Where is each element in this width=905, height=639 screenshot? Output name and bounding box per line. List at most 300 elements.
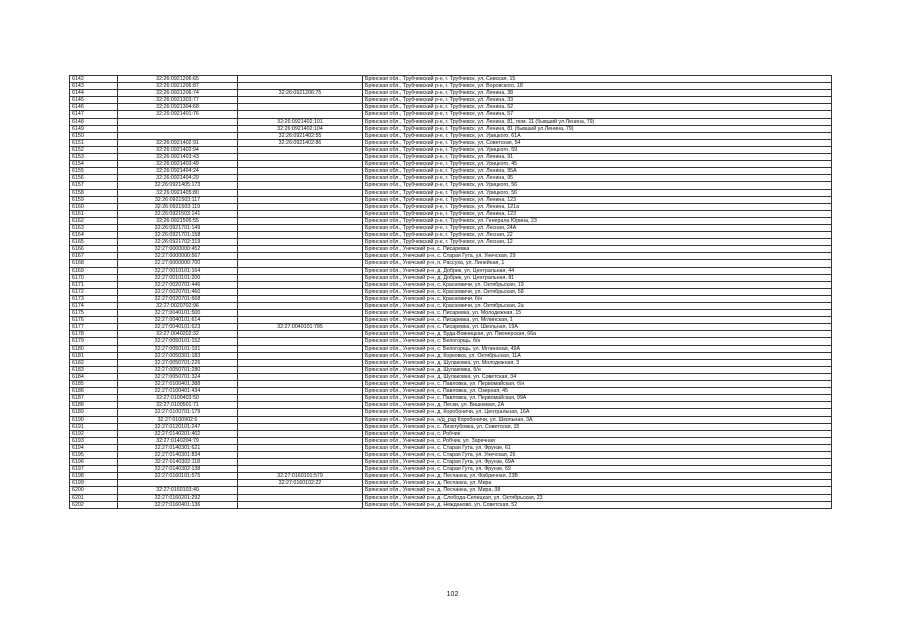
- cadastral-number-cell: 32:27:0160201:292: [118, 494, 238, 501]
- table-row: [70, 317, 832, 324]
- cadastral-number-cell: 32:27:0140204:79: [118, 437, 238, 444]
- cadastral-number-cell: [118, 480, 238, 487]
- related-cadastral-number-cell: [238, 409, 363, 416]
- cadastral-number-cell: 32:26:0921404:29: [118, 175, 238, 182]
- table-row: [70, 473, 832, 480]
- cadastral-number-cell: 32:26:0921405:80: [118, 189, 238, 196]
- address-cell: Брянская обл., Унечский р-н, с. Красновичи, ул. Октябрьская, 58: [363, 288, 832, 295]
- table-row: [70, 430, 832, 437]
- address-cell: Брянская обл., Трубчевский р-н, г. Трубчевск, ул. Урицкого, 56: [363, 182, 832, 189]
- address-cell: Брянская обл., Унечский р-н, с. Красновичи, ул. Октябрьская, 19: [363, 281, 832, 288]
- row-number-cell: 6149: [70, 125, 118, 132]
- table-row: [70, 366, 832, 373]
- related-cadastral-number-cell: 32:26:0921402:101: [238, 118, 363, 125]
- related-cadastral-number-cell: [238, 338, 363, 345]
- row-number-cell: 6165: [70, 239, 118, 246]
- table-row: [70, 239, 832, 246]
- row-number-cell: 6183: [70, 366, 118, 373]
- related-cadastral-number-cell: [238, 310, 363, 317]
- table-row: [70, 83, 832, 90]
- related-cadastral-number-cell: [238, 303, 363, 310]
- address-cell: Брянская обл., Унечский р-н, с. Робчик, ул. Заречная: [363, 437, 832, 444]
- related-cadastral-number-cell: [238, 430, 363, 437]
- row-number-cell: 6146: [70, 104, 118, 111]
- related-cadastral-number-cell: [238, 295, 363, 302]
- cadastral-number-cell: 32:27:0100403:50: [118, 395, 238, 402]
- row-number-cell: 6202: [70, 501, 118, 508]
- address-cell: Брянская обл., Унечский р-н, с. Писаревка, ул. Школьная, 19А: [363, 324, 832, 331]
- address-cell: Брянская обл., Унечский р-н, д. Пески, ул. Вишневая, 2А: [363, 402, 832, 409]
- row-number-cell: 6195: [70, 451, 118, 458]
- cadastral-number-cell: 32:27:0050301:183: [118, 352, 238, 359]
- cadastral-number-cell: 32:27:0000000:700: [118, 260, 238, 267]
- cadastral-number-cell: 32:26:0921403:49: [118, 161, 238, 168]
- row-number-cell: 6180: [70, 345, 118, 352]
- table-row: [70, 373, 832, 380]
- table-row: [70, 395, 832, 402]
- table-row: [70, 494, 832, 501]
- cadastral-number-cell: 32:27:0100902:6: [118, 416, 238, 423]
- cadastral-number-cell: 32:27:0050101:152: [118, 338, 238, 345]
- row-number-cell: 6168: [70, 260, 118, 267]
- related-cadastral-number-cell: 32:27:0160102:22: [238, 480, 363, 487]
- table-row: [70, 345, 832, 352]
- table-row: [70, 480, 832, 487]
- related-cadastral-number-cell: [238, 161, 363, 168]
- table-row: [70, 459, 832, 466]
- address-cell: Брянская обл., Трубчевский р-н, г. Трубчевск, ул. Ленина, 52: [363, 104, 832, 111]
- table-row: [70, 232, 832, 239]
- address-cell: Брянская обл., Трубчевский р-н, г. Трубчевск, ул. Ленина, 91: [363, 154, 832, 161]
- row-number-cell: 6200: [70, 487, 118, 494]
- table-row: [70, 111, 832, 118]
- row-number-cell: 6189: [70, 409, 118, 416]
- row-number-cell: 6175: [70, 310, 118, 317]
- related-cadastral-number-cell: [238, 274, 363, 281]
- row-number-cell: 6177: [70, 324, 118, 331]
- related-cadastral-number-cell: [238, 260, 363, 267]
- row-number-cell: 6193: [70, 437, 118, 444]
- cadastral-number-cell: [118, 118, 238, 125]
- row-number-cell: 6156: [70, 175, 118, 182]
- table-row: [70, 154, 832, 161]
- address-cell: Брянская обл., Трубчевский р-н, г. Трубчевск, ул. Ленина, 81, пом. 11 (бывший ул.Ленина, 79): [363, 118, 832, 125]
- row-number-cell: 6198: [70, 473, 118, 480]
- address-cell: Брянская обл., Трубчевский р-н, г. Трубчевск, ул. Воровского, 18: [363, 83, 832, 90]
- cadastral-number-cell: 32:26:0921503:119: [118, 203, 238, 210]
- table-row: [70, 444, 832, 451]
- cadastral-number-cell: 32:27:0050701:324: [118, 373, 238, 380]
- address-cell: Брянская обл., Унечский р-н, с. Писаревка, ул. Молодежная, 15: [363, 310, 832, 317]
- related-cadastral-number-cell: [238, 373, 363, 380]
- row-number-cell: 6144: [70, 90, 118, 97]
- related-cadastral-number-cell: [238, 459, 363, 466]
- related-cadastral-number-cell: [238, 104, 363, 111]
- related-cadastral-number-cell: [238, 317, 363, 324]
- row-number-cell: 6155: [70, 168, 118, 175]
- cadastral-number-cell: 32:27:0040101:623: [118, 324, 238, 331]
- table-row: [70, 118, 832, 125]
- cadastral-number-cell: 32:26:0921405:173: [118, 182, 238, 189]
- table-row: [70, 246, 832, 253]
- related-cadastral-number-cell: [238, 246, 363, 253]
- cadastral-number-cell: 32:26:0921206:65: [118, 76, 238, 83]
- address-cell: Брянская обл., Трубчевский р-н, г. Трубчевск, ул. Урицкого, 56: [363, 189, 832, 196]
- related-cadastral-number-cell: [238, 487, 363, 494]
- address-cell: Брянская обл., Унечский р-н, д. Корковка, ул. Октябрьская, 11А: [363, 352, 832, 359]
- address-cell: Брянская обл., Унечский р-н, с. Лизогубовка, ул. Советская, 15: [363, 423, 832, 430]
- table-row: [70, 352, 832, 359]
- address-cell: Брянская обл., Унечский р-н, н/д_рзд Коробоничи, ул. Школьная, 3А: [363, 416, 832, 423]
- address-cell: Брянская обл., Унечский р-н, с. Красновичи, б/н: [363, 295, 832, 302]
- address-cell: Брянская обл., Унечский р-н, с. Робчик: [363, 430, 832, 437]
- cadastral-number-cell: [118, 132, 238, 139]
- address-cell: Брянская обл., Унечский р-н, д. Шулаковка, ул. Молодежная, 3: [363, 359, 832, 366]
- related-cadastral-number-cell: [238, 76, 363, 83]
- row-number-cell: 6158: [70, 189, 118, 196]
- address-cell: Брянская обл., Унечский р-н, д. Буда-Вовницкая, ул. Пионерская, 66а: [363, 331, 832, 338]
- address-cell: Брянская обл., Унечский р-н, с. Писаревка: [363, 246, 832, 253]
- row-number-cell: 6196: [70, 459, 118, 466]
- related-cadastral-number-cell: [238, 196, 363, 203]
- address-cell: Брянская обл., Трубчевский р-н, г. Трубчевск, ул. Ленина, 123: [363, 196, 832, 203]
- cadastral-number-cell: 32:26:0921701:149: [118, 224, 238, 231]
- row-number-cell: 6185: [70, 381, 118, 388]
- cadastral-number-cell: 32:26:0921503:117: [118, 196, 238, 203]
- row-number-cell: 6173: [70, 295, 118, 302]
- table-row: [70, 288, 832, 295]
- address-cell: Брянская обл., Трубчевский р-н, г. Трубчевск, ул. Ленина, 81 (бывший ул.Ленина, 79): [363, 125, 832, 132]
- table-row: [70, 90, 832, 97]
- row-number-cell: 6142: [70, 76, 118, 83]
- cadastral-number-cell: 32:27:0010101:200: [118, 274, 238, 281]
- table-row: [70, 381, 832, 388]
- address-cell: Брянская обл., Унечский р-н, с. Старая Гута, ул. Унечская, 26: [363, 451, 832, 458]
- related-cadastral-number-cell: [238, 111, 363, 118]
- related-cadastral-number-cell: 32:27:0160101:579: [238, 473, 363, 480]
- address-cell: Брянская обл., Трубчевский р-н, г. Трубчевск, ул. Лесная, 12: [363, 239, 832, 246]
- related-cadastral-number-cell: [238, 345, 363, 352]
- cadastral-number-cell: 32:27:0020701:668: [118, 295, 238, 302]
- address-cell: Брянская обл., Унечский р-н, д. Добрик, ул. Центральная, 44: [363, 267, 832, 274]
- row-number-cell: 6159: [70, 196, 118, 203]
- table-row: [70, 260, 832, 267]
- cadastral-number-cell: 32:26:0921702:319: [118, 239, 238, 246]
- related-cadastral-number-cell: [238, 97, 363, 104]
- table-row: [70, 224, 832, 231]
- row-number-cell: 6201: [70, 494, 118, 501]
- table-row: [70, 146, 832, 153]
- related-cadastral-number-cell: [238, 395, 363, 402]
- cadastral-number-cell: 32:27:0020701:446: [118, 281, 238, 288]
- related-cadastral-number-cell: [238, 146, 363, 153]
- address-cell: Брянская обл., Унечский р-н, с. Красновичи, ул. Октябрьская, 2а: [363, 303, 832, 310]
- address-cell: Брянская обл., Унечский р-н, с. Павловка, ул. Первомайская, б/н: [363, 381, 832, 388]
- row-number-cell: 6143: [70, 83, 118, 90]
- row-number-cell: 6162: [70, 217, 118, 224]
- table-row: [70, 324, 832, 331]
- table-row: [70, 168, 832, 175]
- table-row: [70, 501, 832, 508]
- cadastral-number-cell: 32:27:0160401:136: [118, 501, 238, 508]
- table-row: [70, 210, 832, 217]
- table-row: [70, 196, 832, 203]
- related-cadastral-number-cell: [238, 466, 363, 473]
- row-number-cell: 6182: [70, 359, 118, 366]
- cadastral-number-cell: 32:26:0921303:77: [118, 97, 238, 104]
- related-cadastral-number-cell: [238, 175, 363, 182]
- related-cadastral-number-cell: [238, 388, 363, 395]
- table-row: [70, 331, 832, 338]
- table-row: [70, 203, 832, 210]
- row-number-cell: 6163: [70, 224, 118, 231]
- address-cell: Брянская обл., Унечский р-н, с. Писаревка, ул. Мглинская, 1: [363, 317, 832, 324]
- cadastral-number-cell: 32:27:0140201:402: [118, 430, 238, 437]
- row-number-cell: 6178: [70, 331, 118, 338]
- table-row: [70, 359, 832, 366]
- row-number-cell: 6157: [70, 182, 118, 189]
- address-cell: Брянская обл., Трубчевский р-н, г. Трубчевск, ул. Лесная, 22: [363, 232, 832, 239]
- table-row: [70, 139, 832, 146]
- table-row: [70, 409, 832, 416]
- related-cadastral-number-cell: [238, 352, 363, 359]
- cadastral-number-cell: 32:26:0921402:91: [118, 139, 238, 146]
- address-cell: Брянская обл., Трубчевский р-н, г. Трубчевск, ул. Советская, 54: [363, 139, 832, 146]
- related-cadastral-number-cell: [238, 366, 363, 373]
- address-cell: Брянская обл., Трубчевский р-н, г. Трубчевск, ул. Ленина, 121а: [363, 203, 832, 210]
- row-number-cell: 6164: [70, 232, 118, 239]
- cadastral-number-cell: 32:27:0040101:500: [118, 310, 238, 317]
- related-cadastral-number-cell: [238, 267, 363, 274]
- related-cadastral-number-cell: [238, 402, 363, 409]
- table-row: [70, 253, 832, 260]
- cadastral-number-cell: 32:27:0140302:118: [118, 459, 238, 466]
- related-cadastral-number-cell: [238, 423, 363, 430]
- address-cell: Брянская обл., Трубчевский р-н, г. Трубчевск, ул. Лесная, 24А: [363, 224, 832, 231]
- cadastral-number-cell: 32:27:0040202:32: [118, 331, 238, 338]
- related-cadastral-number-cell: [238, 189, 363, 196]
- cadastral-number-cell: 32:26:0921401:76: [118, 111, 238, 118]
- cadastral-number-cell: 32:27:0040101:614: [118, 317, 238, 324]
- table-row: [70, 338, 832, 345]
- row-number-cell: 6176: [70, 317, 118, 324]
- row-number-cell: 6169: [70, 267, 118, 274]
- address-cell: Брянская обл., Унечский р-н, д. Песчанка, ул. Мира, 38: [363, 487, 832, 494]
- cadastral-number-cell: 32:27:0000000:567: [118, 253, 238, 260]
- table-row: [70, 125, 832, 132]
- table-row: [70, 402, 832, 409]
- related-cadastral-number-cell: [238, 416, 363, 423]
- table-row: [70, 76, 832, 83]
- row-number-cell: 6191: [70, 423, 118, 430]
- row-number-cell: 6170: [70, 274, 118, 281]
- table-row: [70, 97, 832, 104]
- cadastral-number-cell: 32:26:0921206:87: [118, 83, 238, 90]
- row-number-cell: 6145: [70, 97, 118, 104]
- related-cadastral-number-cell: [238, 444, 363, 451]
- related-cadastral-number-cell: [238, 83, 363, 90]
- related-cadastral-number-cell: [238, 154, 363, 161]
- address-cell: Брянская обл., Трубчевский р-н, г. Трубчевск, ул. Ленина, 38: [363, 90, 832, 97]
- table-row: [70, 451, 832, 458]
- row-number-cell: 6150: [70, 132, 118, 139]
- cadastral-number-cell: 32:27:0120101:247: [118, 423, 238, 430]
- row-number-cell: 6147: [70, 111, 118, 118]
- row-number-cell: 6154: [70, 161, 118, 168]
- cadastral-number-cell: 32:27:0160103:40: [118, 487, 238, 494]
- cadastral-number-cell: 32:27:0010101:164: [118, 267, 238, 274]
- table-row: [70, 295, 832, 302]
- cadastral-number-cell: 32:26:0921304:68: [118, 104, 238, 111]
- row-number-cell: 6167: [70, 253, 118, 260]
- table-row: [70, 303, 832, 310]
- table-row: [70, 161, 832, 168]
- cadastral-number-cell: 32:26:0921701:158: [118, 232, 238, 239]
- related-cadastral-number-cell: [238, 239, 363, 246]
- cadastral-number-cell: [118, 125, 238, 132]
- address-cell: Брянская обл., Трубчевский р-н, г. Трубчевск, ул. Ленина, 33: [363, 97, 832, 104]
- row-number-cell: 6188: [70, 402, 118, 409]
- row-number-cell: 6190: [70, 416, 118, 423]
- address-cell: Брянская обл., Унечский р-н, д. Неждановo, ул. Советская, 52: [363, 501, 832, 508]
- address-cell: Брянская обл., Унечский р-н, д. Шулаковка, ул. Советская, 34: [363, 373, 832, 380]
- table-row: [70, 182, 832, 189]
- related-cadastral-number-cell: [238, 381, 363, 388]
- cadastral-number-cell: 32:26:0921505:55: [118, 217, 238, 224]
- table-row: [70, 217, 832, 224]
- address-cell: Брянская обл., Унечский р-н, с. Белогорщь, ул. Мглинская, 49А: [363, 345, 832, 352]
- address-cell: Брянская обл., Трубчевский р-н, г. Трубчевск, ул. Ленина, 57: [363, 111, 832, 118]
- cadastral-number-cell: 32:27:0050101:191: [118, 345, 238, 352]
- row-number-cell: 6192: [70, 430, 118, 437]
- address-cell: Брянская обл., Трубчевский р-н, г. Трубчевск, ул. Урицкого, 59: [363, 146, 832, 153]
- related-cadastral-number-cell: [238, 210, 363, 217]
- cadastral-number-cell: 32:27:0000000:452: [118, 246, 238, 253]
- row-number-cell: 6161: [70, 210, 118, 217]
- related-cadastral-number-cell: [238, 217, 363, 224]
- address-cell: Брянская обл., Унечский р-н, с. Старая Гута, ул. Фрунзе, 59: [363, 466, 832, 473]
- related-cadastral-number-cell: [238, 288, 363, 295]
- address-cell: Брянская обл., Трубчевский р-н, г. Трубчевск, ул. Севская, 15: [363, 76, 832, 83]
- related-cadastral-number-cell: [238, 501, 363, 508]
- address-cell: Брянская обл., Трубчевский р-н, г. Трубчевск, ул. Урицкого, 45: [363, 161, 832, 168]
- related-cadastral-number-cell: [238, 253, 363, 260]
- related-cadastral-number-cell: [238, 451, 363, 458]
- cadastral-number-cell: 32:27:0020702:96: [118, 303, 238, 310]
- table-row: [70, 423, 832, 430]
- address-cell: Брянская обл., Унечский р-н, с. Павловка, ул. Озерная, 45: [363, 388, 832, 395]
- cadastral-number-cell: 32:27:0100401:388: [118, 381, 238, 388]
- table-row: [70, 189, 832, 196]
- related-cadastral-number-cell: [238, 331, 363, 338]
- related-cadastral-number-cell: [238, 359, 363, 366]
- cadastral-number-cell: 32:26:0921503:141: [118, 210, 238, 217]
- related-cadastral-number-cell: [238, 224, 363, 231]
- cadastral-number-cell: 32:27:0100501:71: [118, 402, 238, 409]
- table-row: [70, 175, 832, 182]
- row-number-cell: 6151: [70, 139, 118, 146]
- table-row: [70, 274, 832, 281]
- related-cadastral-number-cell: [238, 168, 363, 175]
- cadastral-number-cell: 32:27:0140301:621: [118, 444, 238, 451]
- related-cadastral-number-cell: [238, 182, 363, 189]
- row-number-cell: 6153: [70, 154, 118, 161]
- cadastral-number-cell: 32:27:0140301:834: [118, 451, 238, 458]
- address-cell: Брянская обл., Унечский р-н, д. Шулаковка, б/н: [363, 366, 832, 373]
- row-number-cell: 6179: [70, 338, 118, 345]
- related-cadastral-number-cell: 32:26:0921402:55: [238, 132, 363, 139]
- row-number-cell: 6174: [70, 303, 118, 310]
- row-number-cell: 6186: [70, 388, 118, 395]
- cadastral-number-cell: 32:27:0020701:460: [118, 288, 238, 295]
- cadastral-number-cell: 32:27:0050701:226: [118, 359, 238, 366]
- cadastral-number-cell: 32:27:0050701:280: [118, 366, 238, 373]
- address-cell: Брянская обл., Унечский р-н, д. Песчанка, ул. Мира: [363, 480, 832, 487]
- table-row: [70, 281, 832, 288]
- related-cadastral-number-cell: [238, 437, 363, 444]
- table-row: [70, 466, 832, 473]
- cadastral-number-cell: 32:26:0921402:94: [118, 146, 238, 153]
- cadastral-number-cell: 32:27:0140302:138: [118, 466, 238, 473]
- address-cell: Брянская обл., Трубчевский р-н, г. Трубчевск, ул. Ленина, 95: [363, 175, 832, 182]
- cadastral-number-cell: 32:26:0921206:74: [118, 90, 238, 97]
- page-number: 102: [446, 591, 459, 598]
- address-cell: Брянская обл., Унечский р-н, с. Старая Гута, ул. Фрунзе, 61: [363, 444, 832, 451]
- row-number-cell: 6187: [70, 395, 118, 402]
- table-row: [70, 104, 832, 111]
- cadastral-number-cell: 32:27:0100701:179: [118, 409, 238, 416]
- table-row: [70, 487, 832, 494]
- address-cell: Брянская обл., Трубчевский р-н, г. Трубчевск, ул. Ленина, 95А: [363, 168, 832, 175]
- address-cell: Брянская обл., Унечский р-н, д. Добрик, ул. Центральная, 81: [363, 274, 832, 281]
- table-row: [70, 267, 832, 274]
- row-number-cell: 6172: [70, 288, 118, 295]
- row-number-cell: 6160: [70, 203, 118, 210]
- row-number-cell: 6166: [70, 246, 118, 253]
- related-cadastral-number-cell: [238, 203, 363, 210]
- cadastral-number-cell: 32:26:0921403:43: [118, 154, 238, 161]
- address-cell: Брянская обл., Унечский р-н, д. Коробоничи, ул. Центральная, 16А: [363, 409, 832, 416]
- address-cell: Брянская обл., Трубчевский р-н, г. Трубчевск, ул. Генерала Юрина, 23: [363, 217, 832, 224]
- related-cadastral-number-cell: 32:26:0921402:86: [238, 139, 363, 146]
- related-cadastral-number-cell: 32:27:0040101:795: [238, 324, 363, 331]
- row-number-cell: 6181: [70, 352, 118, 359]
- address-cell: Брянская обл., Унечский р-н, с. Белогорщь, б/н: [363, 338, 832, 345]
- related-cadastral-number-cell: 32:26:0921206:75: [238, 90, 363, 97]
- cadastral-number-cell: 32:27:0100401:434: [118, 388, 238, 395]
- table-row: [70, 416, 832, 423]
- address-cell: Брянская обл., Трубчевский р-н, г. Трубчевск, ул. Ленина, 123: [363, 210, 832, 217]
- address-cell: Брянская обл., Унечский р-н, д. Слобода-Селецкая, ул. Октябрьская, 23: [363, 494, 832, 501]
- row-number-cell: 6171: [70, 281, 118, 288]
- address-cell: Брянская обл., Унечский р-н, п. Рассуха, ул. Линейная, 1: [363, 260, 832, 267]
- cadastral-number-cell: 32:27:0160101:575: [118, 473, 238, 480]
- cadastral-number-cell: 32:26:0921404:24: [118, 168, 238, 175]
- address-cell: Брянская обл., Унечский р-н, д. Песчанка, ул. Фабричная, 23В: [363, 473, 832, 480]
- address-cell: Брянская обл., Унечский р-н, с. Старая Гута, ул. Унечская, 29: [363, 253, 832, 260]
- table-row: [70, 437, 832, 444]
- registry-table-body: [70, 76, 832, 509]
- address-cell: Брянская обл., Унечский р-н, с. Павловка, ул. Первомайская, 99А: [363, 395, 832, 402]
- address-cell: Брянская обл., Унечский р-н, с. Старая Гута, ул. Фрунзе, 69А: [363, 459, 832, 466]
- address-cell: Брянская обл., Трубчевский р-н, г. Трубчевск, ул. Урицкого, 61А: [363, 132, 832, 139]
- row-number-cell: 6194: [70, 444, 118, 451]
- table-row: [70, 132, 832, 139]
- related-cadastral-number-cell: [238, 232, 363, 239]
- related-cadastral-number-cell: [238, 494, 363, 501]
- row-number-cell: 6148: [70, 118, 118, 125]
- table-row: [70, 310, 832, 317]
